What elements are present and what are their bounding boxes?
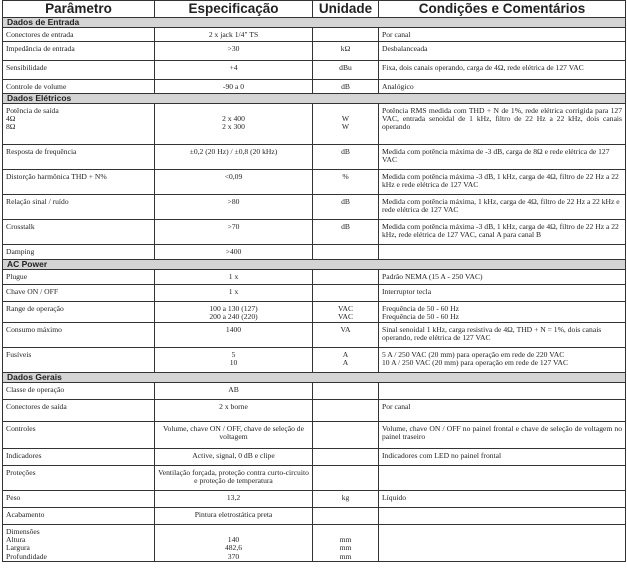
table-row <box>3 285 626 302</box>
cell-line: VAC <box>337 304 354 313</box>
cell-unit <box>313 270 379 285</box>
cell-spec: 13,2 <box>155 491 313 508</box>
cell-comment: Líquido <box>379 491 626 508</box>
cell-spec: 1 x <box>155 270 313 285</box>
cell-line: mm <box>339 543 352 553</box>
table-row <box>3 145 626 170</box>
cell-unit <box>313 466 379 491</box>
cell-unit: kΩ <box>313 42 379 61</box>
cell-unit: VA <box>313 323 379 348</box>
cell-spec <box>155 104 313 145</box>
cell-param: Crosstalk <box>3 220 155 245</box>
cell-comment: Por canal <box>379 400 626 422</box>
cell-unit <box>313 285 379 302</box>
cell-comment <box>379 525 626 562</box>
cell-unit: dB <box>313 145 379 170</box>
cell-param: Range de operação <box>3 302 155 323</box>
cell-line: Profundidade <box>6 551 47 561</box>
cell-param: Relação sinal / ruído <box>3 195 155 220</box>
table-row <box>3 61 626 80</box>
cell-unit <box>313 348 379 373</box>
cell-unit: % <box>313 170 379 195</box>
table-row <box>3 302 626 323</box>
cell-unit <box>313 400 379 422</box>
cell-line: mm <box>339 551 352 561</box>
header-comment: Condições e Comentários <box>379 1 626 18</box>
cell-line: 100 a 130 (127) <box>209 304 258 313</box>
cell-param: Consumo máximo <box>3 323 155 348</box>
cell-line: VAC <box>337 312 354 322</box>
table-row <box>3 80 626 94</box>
cell-line: 140 <box>227 535 240 545</box>
cell-comment: Padrão NEMA (15 A - 250 VAC) <box>379 270 626 285</box>
cell-comment <box>379 302 626 323</box>
cell-param: Chave ON / OFF <box>3 285 155 302</box>
cell-spec: >400 <box>155 245 313 260</box>
cell-comment: Volume, chave ON / OFF no painel frontal e chave de seleção de voltagem no painel traseiro <box>379 422 626 449</box>
table-row <box>3 348 626 373</box>
table-row <box>3 466 626 491</box>
cell-unit: dBu <box>313 61 379 80</box>
cell-comment: Medida com potência máxima, 1 kHz, carga de 4Ω, filtro de 22 Hz a 22 kHz e rede elétrica de 127 VAC <box>379 195 626 220</box>
cell-spec: Pintura eletrostática preta <box>155 508 313 525</box>
cell-line: Potência de saída <box>6 106 59 115</box>
cell-line: 5 A / 250 VAC (20 mm) para operação em rede de 220 VAC <box>382 350 565 359</box>
cell-comment: Por canal <box>379 28 626 42</box>
cell-spec: 2 x jack 1/4" TS <box>155 28 313 42</box>
cell-unit <box>313 28 379 42</box>
section-header-eletricos <box>3 94 626 104</box>
cell-comment: Interruptor tecla <box>379 285 626 302</box>
cell-spec: ±0,2 (20 Hz) / ±0,8 (20 kHz) <box>155 145 313 170</box>
cell-comment <box>379 466 626 491</box>
cell-unit <box>313 525 379 562</box>
cell-spec: 1400 <box>155 323 313 348</box>
cell-spec: 1 x <box>155 285 313 302</box>
cell-param: Indicadores <box>3 449 155 466</box>
cell-spec: -90 a 0 <box>155 80 313 94</box>
cell-spec: >30 <box>155 42 313 61</box>
cell-spec <box>155 348 313 373</box>
section-title: Dados de Entrada <box>3 18 626 28</box>
table-row <box>3 104 626 145</box>
table-row <box>3 422 626 449</box>
cell-spec: Volume, chave ON / OFF, chave de seleção de voltagem <box>155 422 313 449</box>
cell-param: Classe de operação <box>3 383 155 400</box>
section-header-entrada <box>3 18 626 28</box>
cell-comment <box>379 245 626 260</box>
cell-line: Frequência de 50 - 60 Hz <box>382 312 459 322</box>
cell-spec: 2 x borne <box>155 400 313 422</box>
cell-spec <box>155 525 313 562</box>
cell-param <box>3 104 155 145</box>
cell-spec: +4 <box>155 61 313 80</box>
table-row <box>3 42 626 61</box>
cell-comment: Medida com potência máxima -3 dB, 1 kHz, carga de 4Ω, filtro de 22 Hz a 22 kHz e rede elétrica de 127 VAC <box>379 170 626 195</box>
cell-param: Acabamento <box>3 508 155 525</box>
header-param: Parâmetro <box>3 1 155 18</box>
cell-comment: Analógico <box>379 80 626 94</box>
cell-line: 370 <box>227 551 240 561</box>
cell-comment <box>379 348 626 373</box>
cell-param: Controles <box>3 422 155 449</box>
cell-param: Resposta de frequência <box>3 145 155 170</box>
cell-comment: Indicadores com LED no painel frontal <box>379 449 626 466</box>
cell-unit <box>313 383 379 400</box>
cell-line: 10 <box>229 358 238 368</box>
table-row <box>3 449 626 466</box>
cell-param: Conectores de entrada <box>3 28 155 42</box>
cell-line: mm <box>339 535 352 545</box>
cell-spec: >80 <box>155 195 313 220</box>
cell-param: Peso <box>3 491 155 508</box>
section-title: Dados Gerais <box>3 373 626 383</box>
header-unit: Unidade <box>313 1 379 18</box>
cell-param: Conectores de saída <box>3 400 155 422</box>
cell-param: Plugue <box>3 270 155 285</box>
cell-comment: Medida com potência máxima -3 dB, 1 kHz, carga de 4Ω, filtro de 22 Hz a 22 kHz, rede elétrica de 127 VAC, canal A para canal B <box>379 220 626 245</box>
cell-unit: kg <box>313 491 379 508</box>
cell-spec: >70 <box>155 220 313 245</box>
cell-line: 5 <box>231 350 236 359</box>
section-header-gerais <box>3 373 626 383</box>
cell-spec <box>155 302 313 323</box>
cell-line: Largura <box>6 543 30 553</box>
cell-comment: Potência RMS medida com THD + N de 1%, rede elétrica corrigida para 127 VAC, entrada senoidal de 1 kHz, filtro de 22 Hz a 22 kHz, dois canais operando <box>379 104 626 145</box>
cell-param: Proteções <box>3 466 155 491</box>
table-row <box>3 508 626 525</box>
table-row <box>3 220 626 245</box>
spec-table <box>2 0 626 562</box>
table-row <box>3 195 626 220</box>
cell-param: Fusíveis <box>3 348 155 373</box>
cell-line: 8Ω <box>6 122 16 132</box>
cell-unit <box>313 245 379 260</box>
cell-unit <box>313 422 379 449</box>
cell-comment <box>379 508 626 525</box>
cell-param: Impedância de entrada <box>3 42 155 61</box>
cell-comment: Sinal senoidal 1 kHz, carga resistiva de 4Ω, THD + N = 1%, dois canais operando, rede elétrica de 127 VAC <box>379 323 626 348</box>
cell-line: 2 x 300 <box>222 122 245 132</box>
cell-line: 2 x 400 <box>222 114 245 124</box>
table-row <box>3 491 626 508</box>
table-row <box>3 245 626 260</box>
cell-unit <box>313 104 379 145</box>
table-row <box>3 525 626 562</box>
cell-unit: dB <box>313 195 379 220</box>
table-row <box>3 170 626 195</box>
header-row <box>3 1 626 18</box>
section-title: AC Power <box>3 260 626 270</box>
cell-unit <box>313 449 379 466</box>
cell-line: W <box>341 122 350 132</box>
cell-param: Controle de volume <box>3 80 155 94</box>
section-header-acpower <box>3 260 626 270</box>
header-spec: Especificação <box>155 1 313 18</box>
table-row <box>3 28 626 42</box>
cell-line: A <box>342 350 349 359</box>
cell-comment: Fixa, dois canais operando, carga de 4Ω, rede elétrica de 127 VAC <box>379 61 626 80</box>
table-row <box>3 323 626 348</box>
cell-comment: Medida com potência máxima de -3 dB, carga de 8Ω e rede elétrica de 127 VAC <box>379 145 626 170</box>
cell-param: Damping <box>3 245 155 260</box>
cell-line: Dimensões <box>6 527 40 536</box>
cell-line: 10 A / 250 VAC (20 mm) para operação em rede de 127 VAC <box>382 358 569 368</box>
table-row <box>3 383 626 400</box>
table-row <box>3 270 626 285</box>
cell-unit <box>313 302 379 323</box>
cell-spec: <0,09 <box>155 170 313 195</box>
cell-line: 4Ω <box>6 114 16 124</box>
cell-line: W <box>341 114 350 124</box>
cell-line: Altura <box>6 535 26 545</box>
cell-line: 482,6 <box>224 543 243 553</box>
cell-unit: dB <box>313 80 379 94</box>
cell-unit: dB <box>313 220 379 245</box>
section-title: Dados Elétricos <box>3 94 626 104</box>
cell-comment: Desbalanceada <box>379 42 626 61</box>
cell-spec: Ventilação forçada, proteção contra curto-circuito e proteção de temperatura <box>155 466 313 491</box>
cell-unit <box>313 508 379 525</box>
cell-spec: Active, signal, 0 dB e clipe <box>155 449 313 466</box>
cell-line: A <box>342 358 349 368</box>
table-row <box>3 400 626 422</box>
cell-param: Distorção harmônica THD + N% <box>3 170 155 195</box>
cell-line: 200 a 240 (220) <box>209 312 258 322</box>
cell-comment <box>379 383 626 400</box>
cell-param <box>3 525 155 562</box>
cell-line: Frequência de 50 - 60 Hz <box>382 304 459 313</box>
cell-spec: AB <box>155 383 313 400</box>
cell-param: Sensibilidade <box>3 61 155 80</box>
